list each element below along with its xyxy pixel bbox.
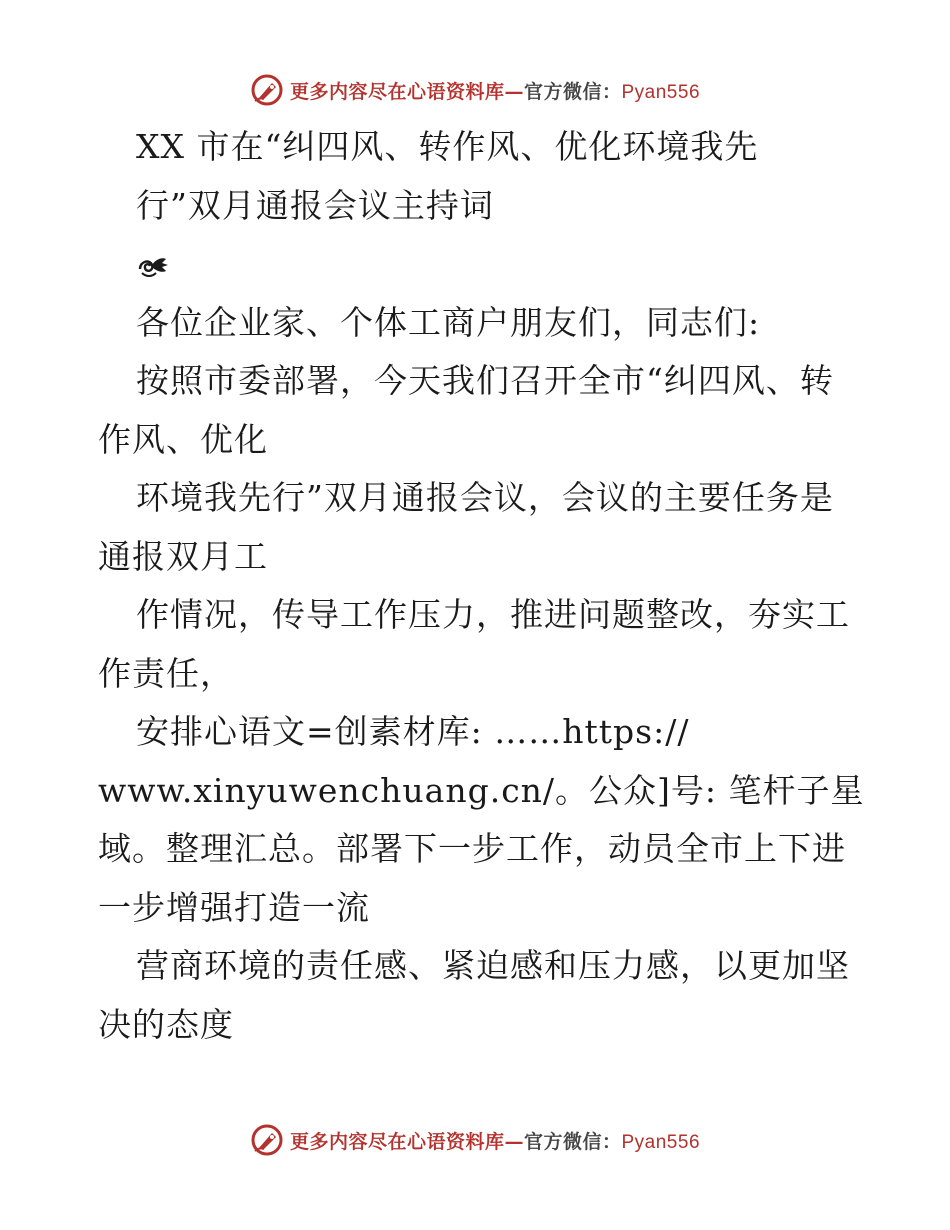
banner-prefix: 更多内容尽在心语资料库 (289, 1130, 505, 1153)
paragraph-line: 作责任， (98, 653, 234, 693)
document-body (98, 118, 865, 1054)
paragraph-line: 域。整理汇总。部署下一步工作，动员全市上下进 (98, 829, 846, 868)
paragraph-line: 作情况，传导工作压力，推进问题整改，夯实工 (136, 595, 850, 634)
title-line-1: XX 市在“纠四风、转作风、优化环境我先 (136, 127, 759, 166)
salutation-line: 各位企业家、个体工商户朋友们，同志们: (136, 302, 761, 342)
paragraph-line: 作风、优化 (98, 419, 268, 459)
paragraph-line: 按照市委部署，今天我们召开全市“纠四风、转 (136, 361, 834, 400)
pen-nib-logo-icon (250, 1123, 284, 1157)
paragraph-line: 一步增强打造一流 (98, 887, 370, 927)
footer-banner (0, 1118, 950, 1162)
paragraph-line: 通报双月工 (98, 536, 268, 576)
banner-prefix: 更多内容尽在心语资料库 (289, 80, 505, 103)
ornament-line (98, 235, 858, 294)
paragraph-line: www.xinyuwenchuang.cn/。公众]号: 笔杆子星 (98, 770, 865, 810)
title-line-2: 行”双月通报会议主持词 (136, 185, 494, 225)
banner-dash: — (504, 80, 524, 103)
paragraph-line: 决的态度 (98, 1004, 234, 1044)
paragraph-line: 安排心语文=创素材库: ……https:// (136, 712, 690, 751)
header-banner (0, 68, 950, 112)
banner-text (290, 1127, 700, 1154)
banner-wechat-id: Pyan556 (621, 1131, 701, 1153)
banner-wechat-label: 官方微信： (523, 1130, 622, 1153)
flourish-ornament-icon (136, 251, 172, 281)
paragraph-line: 营商环境的责任感、紧迫感和压力感，以更加坚 (136, 946, 850, 985)
banner-wechat-label: 官方微信： (523, 80, 622, 103)
pen-nib-logo-icon (250, 73, 284, 107)
banner-wechat-id: Pyan556 (621, 81, 701, 103)
banner-text (290, 77, 700, 104)
paragraph-line: 环境我先行”双月通报会议，会议的主要任务是 (136, 478, 834, 517)
banner-dash: — (504, 1130, 524, 1153)
